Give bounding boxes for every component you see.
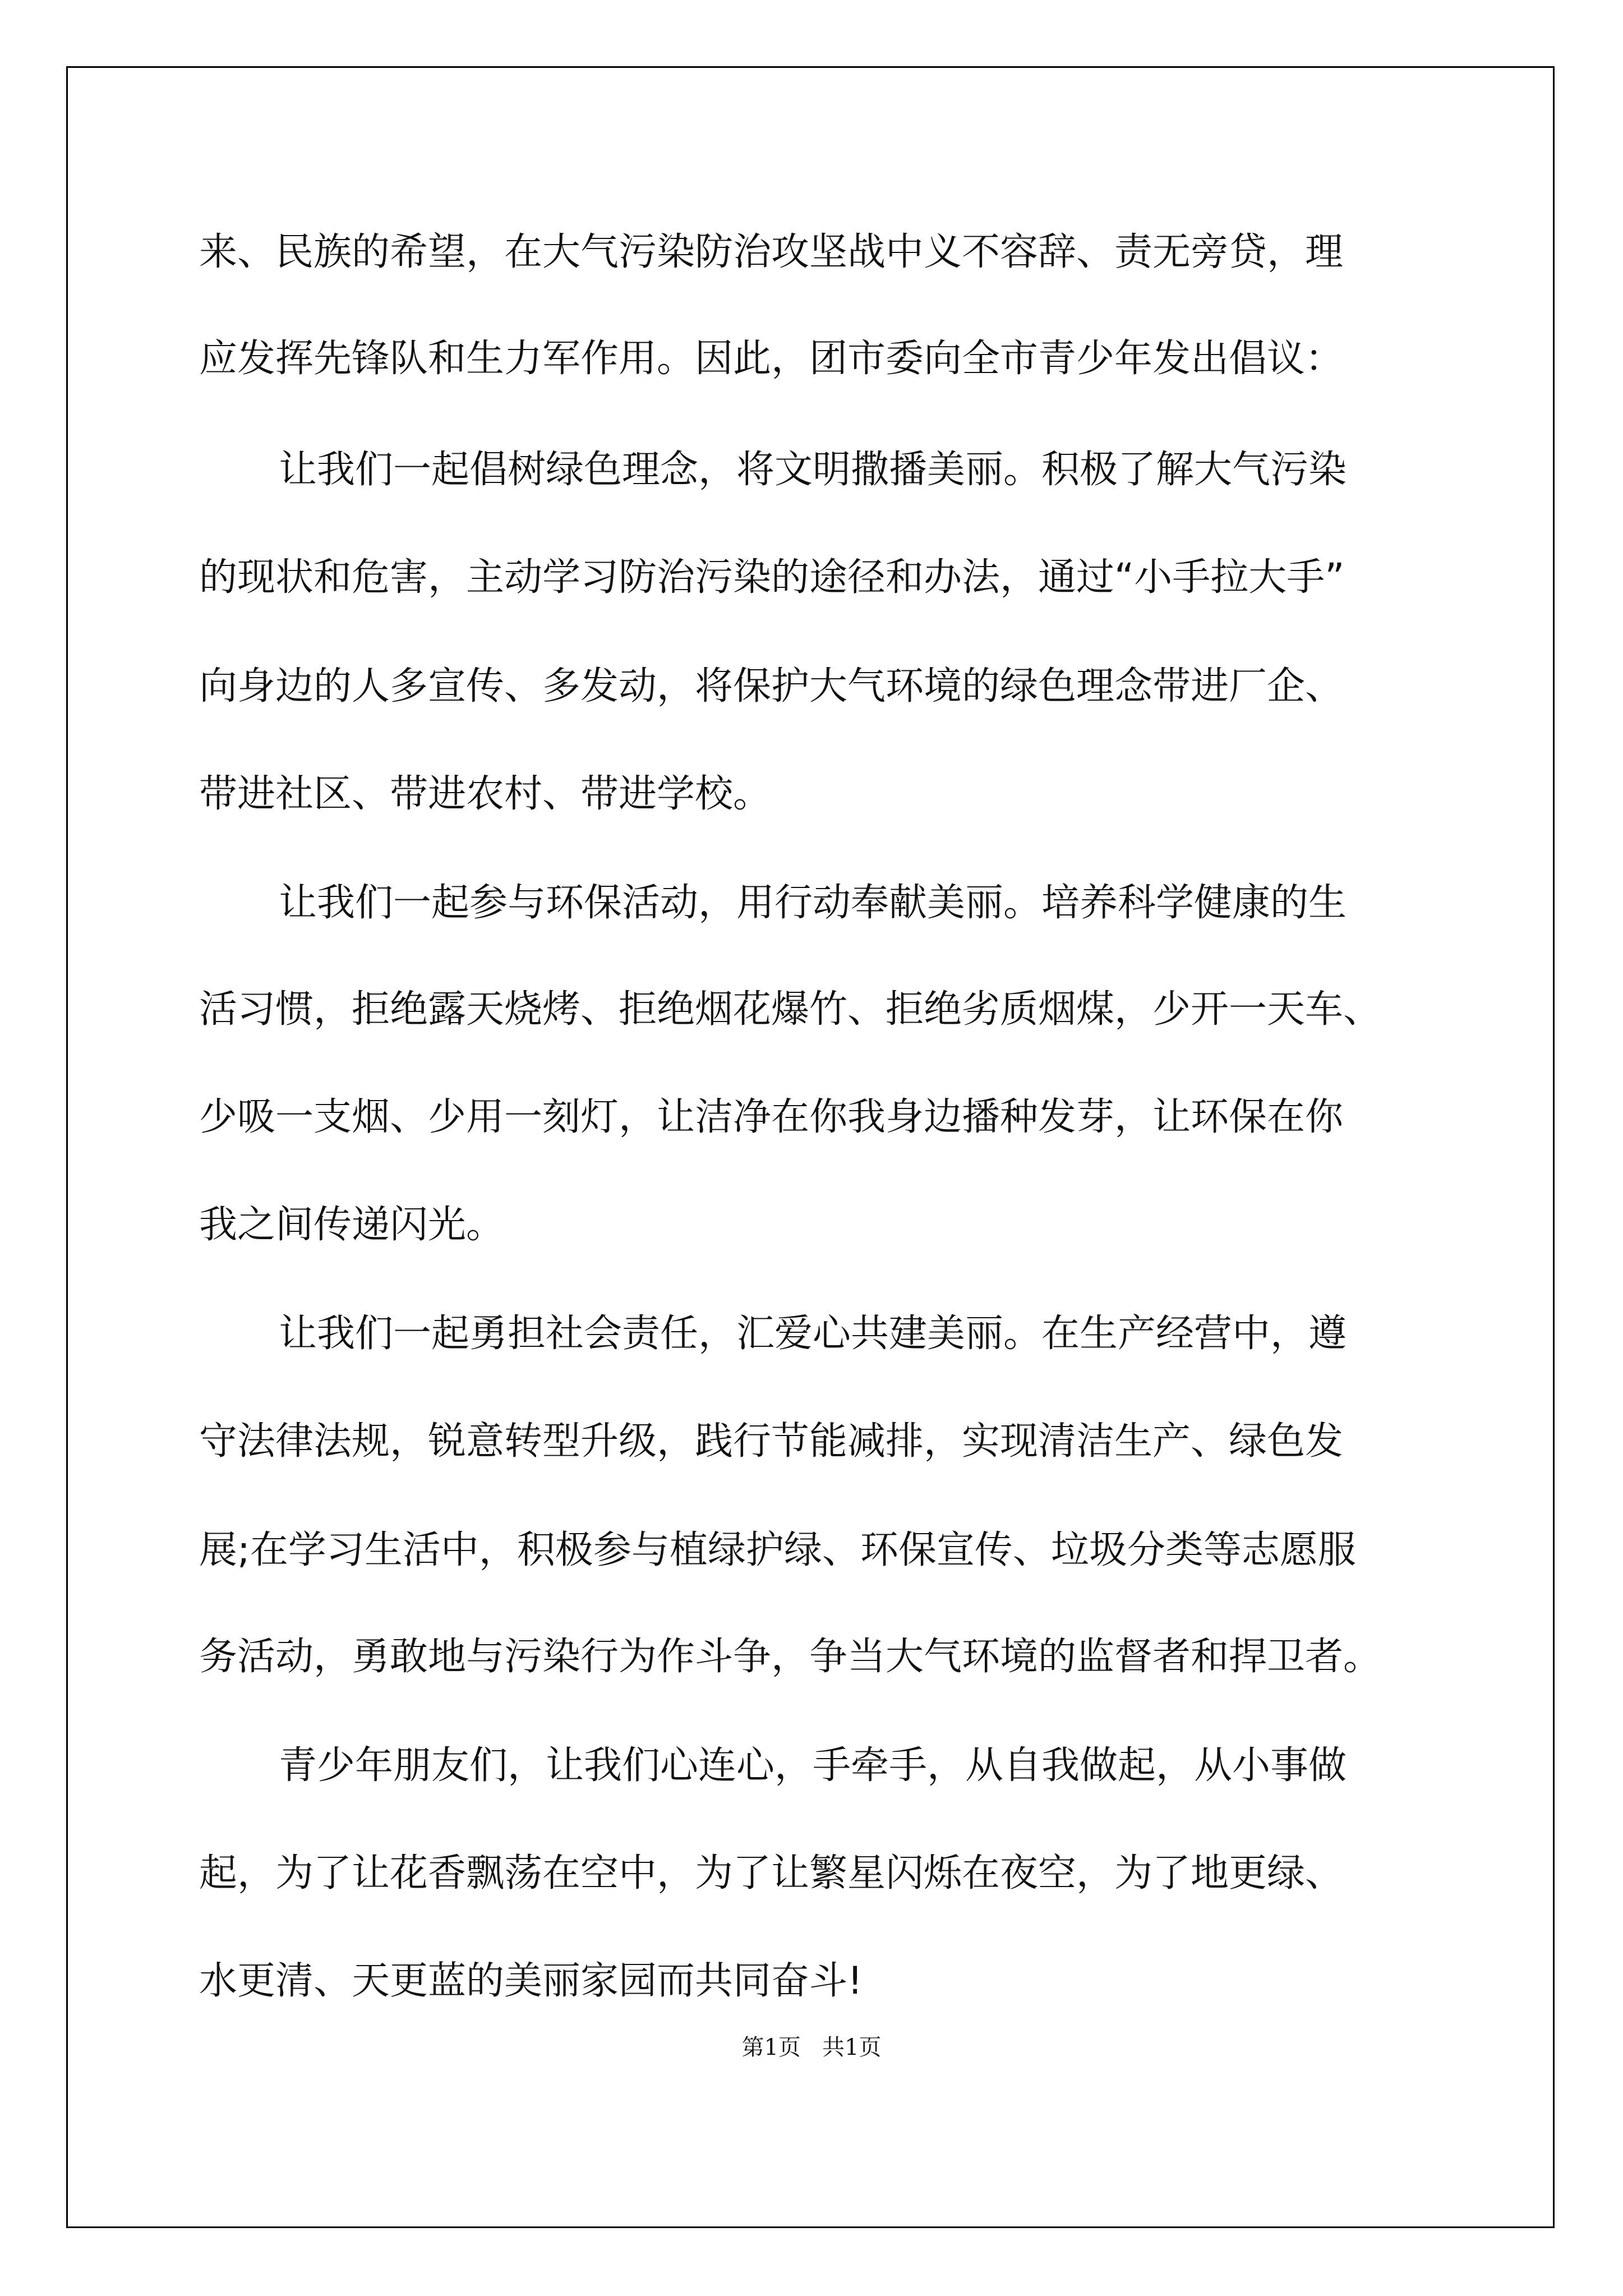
text-line: 青少年朋友们，让我们心连心，手牵手，从自我做起，从小事做 [279,1743,1347,1788]
page-border [66,66,1555,2228]
text-line: 少吸一支烟、少用一刻灯，让洁净在你我身边播种发芽，让环保在你 [199,1095,1344,1139]
text-line: 应发挥先锋队和生力军作用。因此，团市委向全市青少年发出倡议： [199,337,1344,381]
text-line: 让我们一起倡树绿色理念，将文明撒播美丽。积极了解大气污染 [279,448,1347,492]
page-number-footer: 第1页 共1页 [741,2035,882,2060]
text-line: 让我们一起勇担社会责任，汇爱心共建美丽。在生产经营中，遵 [279,1312,1347,1356]
text-line: 守法律法规，锐意转型升级，践行节能减排，实现清洁生产、绿色发 [199,1419,1344,1464]
text-line: 向身边的人多宣传、多发动，将保护大气环境的绿色理念带进厂企、 [199,664,1344,708]
text-line: 来、民族的希望，在大气污染防治攻坚战中义不容辞、责无旁贷，理 [199,230,1344,274]
text-line: 务活动，勇敢地与污染行为作斗争，争当大气环境的监督者和捍卫者。 [199,1635,1382,1679]
text-line: 活习惯，拒绝露天烧烤、拒绝烟花爆竹、拒绝劣质烟煤，少开一天车、 [199,987,1382,1032]
text-line: 我之间传递闪光。 [199,1203,505,1247]
text-line: 让我们一起参与环保活动，用行动奉献美丽。培养科学健康的生 [279,881,1347,925]
text-line: 展;在学习生活中，积极参与植绿护绿、环保宣传、垃圾分类等志愿服 [199,1528,1356,1572]
text-line: 起，为了让花香飘荡在空中，为了让繁星闪烁在夜空，为了地更绿、 [199,1851,1344,1895]
text-line: 水更清、天更蓝的美丽家园而共同奋斗! [199,1959,863,2003]
text-line: 的现状和危害，主动学习防治污染的途径和办法，通过“小手拉大手” [199,555,1345,600]
text-line: 带进社区、带进农村、带进学校。 [199,772,772,816]
